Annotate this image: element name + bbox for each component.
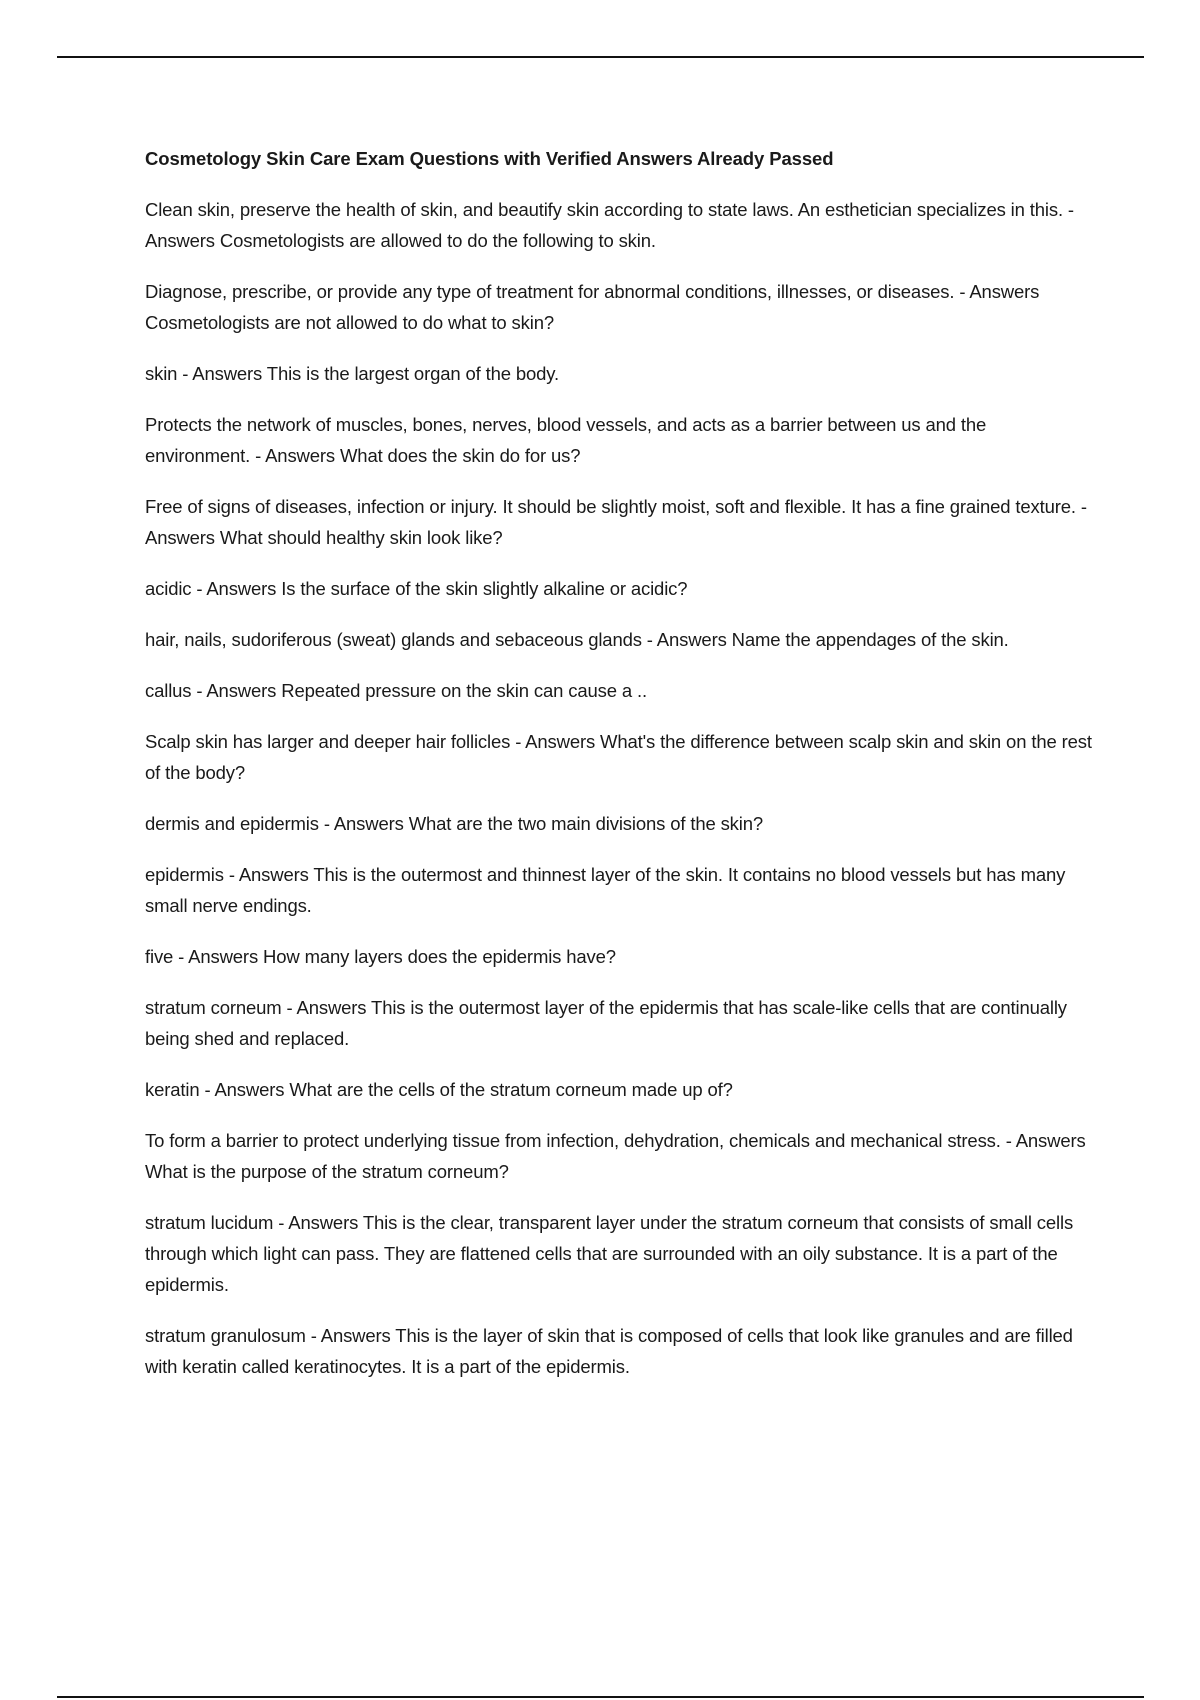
document-body — [145, 146, 1095, 1402]
qa-item: hair, nails, sudoriferous (sweat) glands and sebaceous glands - Answers Name the appendages of the skin. — [145, 629, 1009, 650]
qa-item: acidic - Answers Is the surface of the skin slightly alkaline or acidic? — [145, 578, 688, 599]
qa-item: stratum corneum - Answers This is the outermost layer of the epidermis that has scale-like cells that are continually being shed and replaced. — [145, 997, 1067, 1049]
qa-item: stratum lucidum - Answers This is the clear, transparent layer under the stratum corneum that consists of small cells through which light can pass. They are flattened cells that are surrounded with an oily substance. It is a part of the epidermis. — [145, 1212, 1074, 1295]
qa-item: Diagnose, prescribe, or provide any type of treatment for abnormal conditions, illnesses, or diseases. - Answers Cosmetologists are not allowed to do what to skin? — [145, 281, 1040, 333]
qa-item: Clean skin, preserve the health of skin, and beautify skin according to state laws. An esthetician specializes in this. - Answers Cosmetologists are allowed to do the following to skin. — [145, 199, 1074, 251]
qa-item: Free of signs of diseases, infection or injury. It should be slightly moist, soft and flexible. It has a fine grained texture. - Answers What should healthy skin look like? — [145, 496, 1087, 548]
qa-item: skin - Answers This is the largest organ of the body. — [145, 363, 559, 384]
qa-item: dermis and epidermis - Answers What are the two main divisions of the skin? — [145, 813, 764, 834]
qa-item: Scalp skin has larger and deeper hair follicles - Answers What's the difference between scalp skin and skin on the rest of the body? — [145, 731, 1092, 783]
footer-rule — [57, 1696, 1144, 1698]
document-title: Cosmetology Skin Care Exam Questions with Verified Answers Already Passed — [145, 148, 834, 169]
qa-item: five - Answers How many layers does the epidermis have? — [145, 946, 616, 967]
header-rule — [57, 56, 1144, 58]
qa-item: To form a barrier to protect underlying tissue from infection, dehydration, chemicals and mechanical stress. - Answers What is the purpose of the stratum corneum? — [145, 1130, 1086, 1182]
qa-item: stratum granulosum - Answers This is the layer of skin that is composed of cells that look like granules and are filled with keratin called keratinocytes. It is a part of the epidermis. — [145, 1325, 1073, 1377]
qa-item: callus - Answers Repeated pressure on the skin can cause a .. — [145, 680, 647, 701]
qa-item: epidermis - Answers This is the outermost and thinnest layer of the skin. It contains no blood vessels but has many small nerve endings. — [145, 864, 1066, 916]
qa-item: keratin - Answers What are the cells of the stratum corneum made up of? — [145, 1079, 733, 1100]
qa-item: Protects the network of muscles, bones, nerves, blood vessels, and acts as a barrier between us and the environment. - Answers What does the skin do for us? — [145, 414, 987, 466]
